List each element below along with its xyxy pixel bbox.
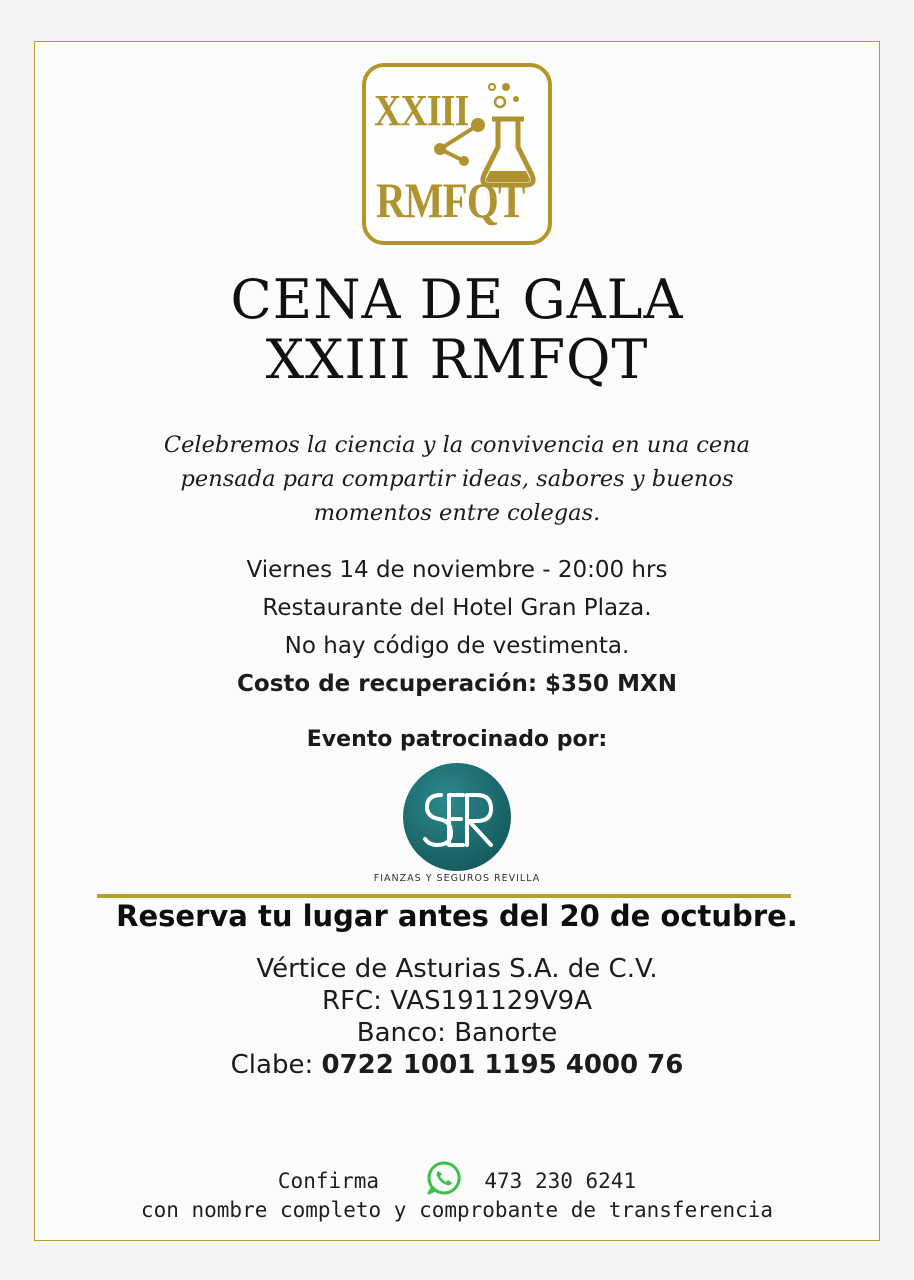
confirm-note: con nombre completo y comprobante de transferencia (140, 1198, 774, 1222)
divider (97, 894, 791, 898)
confirm-row (0, 1160, 914, 1196)
logo-line-2: RMFQT (376, 172, 525, 228)
title-line-1: CENA DE GALA (230, 268, 684, 331)
reserve-deadline: Reserva tu lugar antes del 20 de octubre. (116, 899, 798, 933)
bank-name: Banco: Banorte (356, 1018, 558, 1048)
intro-line: pensada para compartir ideas, sabores y buenos (180, 466, 734, 492)
confirm-block (0, 1160, 914, 1224)
bank-info (0, 953, 914, 1081)
sponsor-logo-icon (401, 761, 513, 873)
logo-line-1: XXIII (374, 86, 469, 135)
event-venue: Restaurante del Hotel Gran Plaza. (262, 595, 652, 621)
title-line-2: XXIII RMFQT (265, 328, 649, 391)
event-details (0, 551, 914, 703)
clabe-number: 0722 1001 1195 4000 76 (321, 1050, 684, 1080)
intro-line: momentos entre colegas. (313, 500, 601, 526)
bank-company: Vértice de Asturias S.A. de C.V. (256, 954, 658, 984)
clabe-label: Clabe: (230, 1050, 314, 1080)
event-dress-code: No hay código de vestimenta. (284, 633, 630, 659)
sponsor-name: FIANZAS Y SEGUROS REVILLA (373, 873, 541, 884)
event-date: Viernes 14 de noviembre - 20:00 hrs (246, 557, 668, 583)
bank-clabe (0, 1049, 914, 1081)
confirm-label: Confirma (277, 1169, 380, 1193)
event-cost: Costo de recuperación: $350 MXN (237, 671, 677, 697)
intro-line: Celebremos la ciencia y la convivencia en una cena (163, 432, 751, 458)
whatsapp-icon (426, 1160, 462, 1196)
rmfqt-logo (362, 63, 552, 245)
bank-rfc: RFC: VAS191129V9A (322, 986, 592, 1016)
confirm-phone: 473 230 6241 (484, 1169, 637, 1193)
intro-paragraph (0, 428, 914, 530)
sponsor-label: Evento patrocinado por: (306, 727, 608, 752)
page-title (0, 270, 914, 390)
